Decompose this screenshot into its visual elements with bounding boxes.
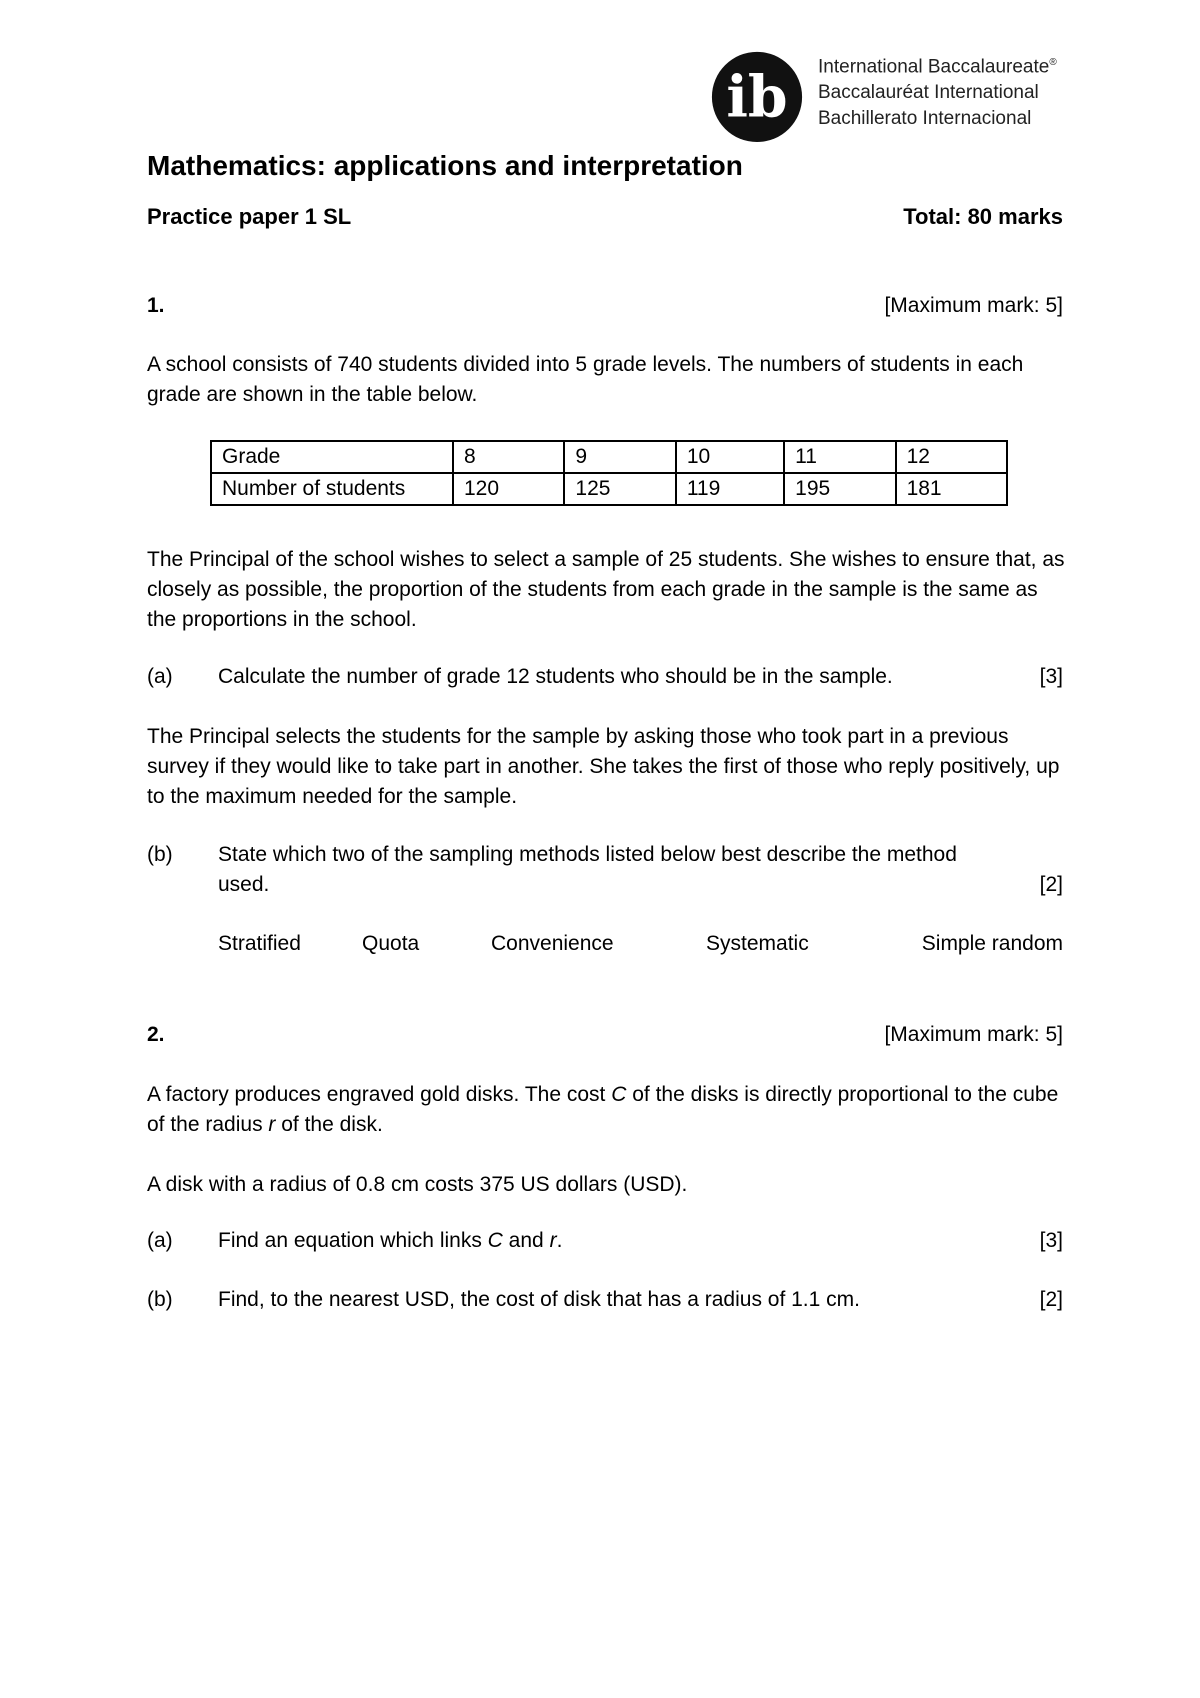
- page-title: Mathematics: applications and interpretation: [147, 150, 743, 181]
- question-2-intro: A factory produces engraved gold disks. The cost C of the disks is directly proportional to the cube of the radius r of the disk.: [147, 1083, 1059, 1136]
- q1-part-a-label: (a): [147, 665, 173, 688]
- table-cell: 181: [896, 473, 1007, 505]
- question-2-paragraph-2: A disk with a radius of 0.8 cm costs 375 US dollars (USD).: [147, 1173, 688, 1196]
- question-2-max-mark: [Maximum mark: 5]: [884, 1023, 1063, 1046]
- q2-part-a-label: (a): [147, 1229, 173, 1252]
- table-cell: 10: [676, 441, 784, 473]
- table-cell: Number of students: [211, 473, 453, 505]
- table-cell: 12: [896, 441, 1007, 473]
- question-1-intro: A school consists of 740 students divided into 5 grade levels. The numbers of students in each grade are shown in the table below.: [147, 353, 1024, 406]
- org-names: [818, 50, 1057, 132]
- table-cell: 119: [676, 473, 784, 505]
- q2-part-a-marks: [3]: [1039, 1229, 1063, 1252]
- method-option: Quota: [362, 932, 420, 955]
- table-row: [211, 441, 1007, 473]
- question-1-number: 1.: [147, 294, 165, 317]
- q1-part-a-marks: [3]: [1039, 665, 1063, 688]
- table-cell: 120: [453, 473, 564, 505]
- org-name-en: International Baccalaureate®: [818, 56, 1057, 78]
- q2-part-a-text: Find an equation which links C and r.: [218, 1229, 563, 1252]
- grade-table: [210, 440, 1008, 506]
- question-1-max-mark: [Maximum mark: 5]: [884, 294, 1063, 317]
- table-row: [211, 473, 1007, 505]
- question-1-paragraph-3: The Principal selects the students for the sample by asking those who took part in a previous survey if they would like to take part in another. She takes the first of those who reply positively, up to the maximum needed for the sample.: [147, 725, 1060, 808]
- table-cell: 125: [564, 473, 675, 505]
- table-cell: 9: [564, 441, 675, 473]
- q1-part-b-text-line1: State which two of the sampling methods listed below best describe the method: [218, 843, 957, 866]
- table-cell: 11: [784, 441, 895, 473]
- question-2-number: 2.: [147, 1023, 165, 1046]
- logo-mark: ib: [726, 64, 788, 131]
- q1-part-b-marks: [2]: [1039, 873, 1063, 896]
- method-option: Systematic: [706, 932, 809, 955]
- q1-part-b-label: (b): [147, 843, 173, 866]
- org-name-fr: Baccalauréat International: [818, 82, 1039, 104]
- total-marks: Total: 80 marks: [903, 204, 1063, 229]
- org-name-es: Bachillerato Internacional: [818, 108, 1032, 130]
- table-cell: 8: [453, 441, 564, 473]
- table-cell: 195: [784, 473, 895, 505]
- method-option: Simple random: [921, 932, 1063, 955]
- q1-part-a-text: Calculate the number of grade 12 students who should be in the sample.: [218, 665, 893, 688]
- q1-part-b-text-line2: used.: [218, 873, 270, 896]
- question-1-paragraph-2: The Principal of the school wishes to select a sample of 25 students. She wishes to ensure that, as closely as possible, the proportion of the students from each grade in the sample is the same as the proportions in the school.: [147, 548, 1065, 631]
- method-option: Convenience: [491, 932, 614, 955]
- q2-part-b-label: (b): [147, 1288, 173, 1311]
- q2-part-b-text: Find, to the nearest USD, the cost of disk that has a radius of 1.1 cm.: [218, 1288, 860, 1311]
- table-cell: Grade: [211, 441, 453, 473]
- q2-part-b-marks: [2]: [1039, 1288, 1063, 1311]
- paper-name: Practice paper 1 SL: [147, 204, 352, 229]
- method-option: Stratified: [218, 932, 301, 955]
- ib-logo-icon: [708, 46, 806, 144]
